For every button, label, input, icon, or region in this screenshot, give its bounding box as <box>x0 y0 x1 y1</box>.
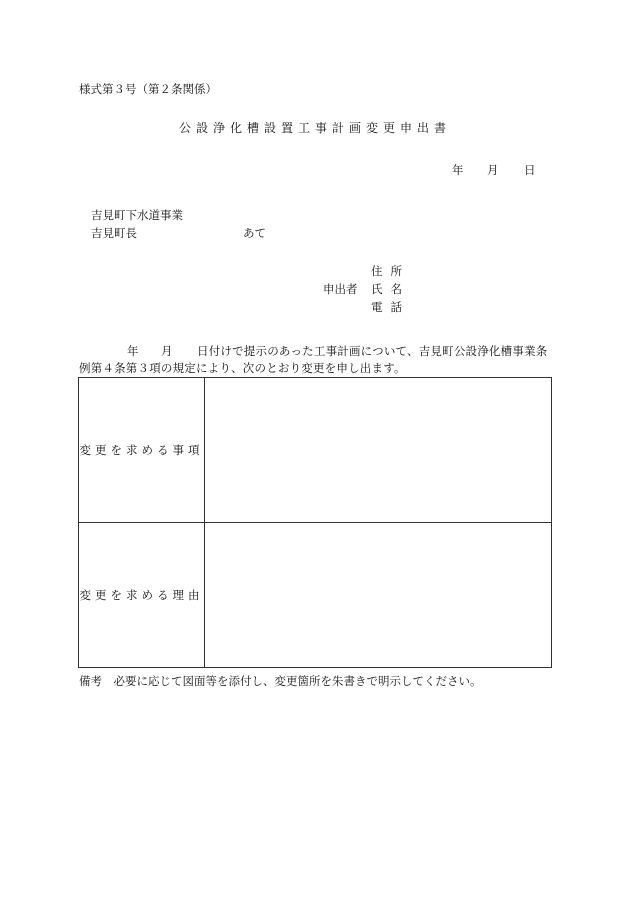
form-number: 様式第３号（第２条関係） <box>79 82 217 96</box>
addressee-line1: 吉見町下水道事業 <box>91 208 183 222</box>
addressee-line2: 吉見町長 <box>91 226 137 240</box>
body-text-line1: 日付けで提示のあった工事計画について、吉見町公設浄化槽事業条 <box>197 344 548 358</box>
body-month-label: 月 <box>161 344 173 358</box>
change-reason-label: 変更を求める理由 <box>79 523 205 668</box>
change-item-field[interactable] <box>205 378 552 523</box>
applicant-label: 申出者 <box>323 282 358 296</box>
applicant-name-label: 氏名 <box>371 282 410 296</box>
addressee-suffix: あて <box>243 226 266 240</box>
change-item-label: 変更を求める事項 <box>79 378 205 523</box>
applicant-address-label: 住所 <box>371 264 410 278</box>
table-row <box>79 378 552 523</box>
change-request-table <box>78 377 552 668</box>
date-year-label: 年 <box>452 163 464 177</box>
document-title: 公設浄化槽設置工事計画変更申出書 <box>178 121 451 135</box>
date-day-label: 日 <box>524 163 536 177</box>
table-row <box>79 523 552 668</box>
date-month-label: 月 <box>487 163 499 177</box>
remark-note: 備考 必要に応じて図面等を添付し、変更箇所を朱書きで明示してください。 <box>79 674 482 688</box>
body-year-label: 年 <box>127 344 139 358</box>
applicant-phone-label: 電話 <box>371 300 410 314</box>
body-text-line2: 例第４条第３項の規定により、次のとおり変更を申し出ます。 <box>79 361 406 375</box>
change-reason-field[interactable] <box>205 523 552 668</box>
